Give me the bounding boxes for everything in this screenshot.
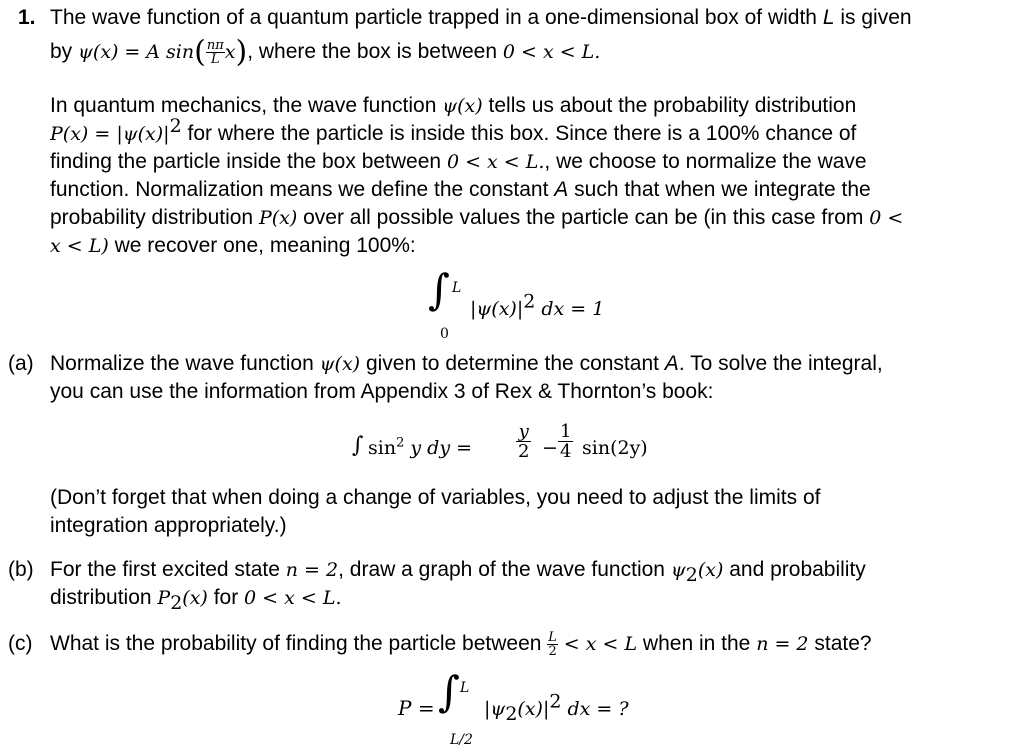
part-a-note-1: (Don’t forget that when doing a change of variables, you need to adjust the limits of — [50, 486, 821, 509]
intro-line-1: The wave function of a quantum particle trapped in a one-dimensional box of width L is given — [50, 6, 912, 29]
part-a-line-2: you can use the information from Appendix 3 of Rex & Thornton’s book: — [50, 380, 714, 403]
part-a-label: (a) — [8, 352, 34, 375]
part-a-line-1: Normalize the wave function ψ(x) given to determine the constant A. To solve the integral, — [50, 352, 883, 375]
normalization-integral: ∫ L 0 $|\psi(x)|^2$ dx = 1 — [428, 265, 605, 342]
part-b-line-1: For the first excited state n = 2, draw a graph of the wave function $\psi_2(x)$ and probability — [50, 558, 866, 587]
paragraph-line-2: $P(x) = |\psi(x)|^2$ for where the particle is inside this box. Since there is a 100% chance of — [50, 115, 857, 145]
probability-integral: P = ∫ L L/2 $|\psi_2(x)|^2$ dx = ? — [398, 667, 629, 748]
paragraph-line-1: In quantum mechanics, the wave function ψ(x) tells us about the probability distribution — [50, 94, 857, 117]
paragraph-line-5: probability distribution P(x) over all possible values the particle can be (in this case from 0 < — [50, 206, 904, 229]
intro-line-2: by ψ(x) = A sin( $\frac{n\pi}{L}$ x), where the box is between 0 < x < L. — [50, 34, 601, 70]
n-pi-over-L-fraction: $\frac{n\pi}{L}$ — [206, 37, 224, 67]
part-c-label: (c) — [8, 632, 33, 655]
part-b-line-2: distribution $P_2(x)$ for 0 < x < L. — [50, 586, 342, 615]
problem-number: 1. — [18, 6, 36, 29]
sin-squared-integral-formula: ∫ $\sin^2 y$ dy = $\frac{y}{2}$ − $\frac{1}{4}$ sin(2y) — [352, 421, 648, 462]
part-c-line-1: What is the probability of finding the particle between $\frac{L}{2}$ < x < L when in the n = 2 state? — [50, 629, 872, 659]
part-a-note-2: integration appropriately.) — [50, 514, 287, 537]
paragraph-line-3: finding the particle inside the box between 0 < x < L., we choose to normalize the wave — [50, 150, 867, 173]
paragraph-line-6: x < L) we recover one, meaning 100%: — [50, 234, 416, 257]
part-b-label: (b) — [8, 558, 34, 581]
paragraph-line-4: function. Normalization means we define the constant A such that when we integrate the — [50, 178, 871, 201]
